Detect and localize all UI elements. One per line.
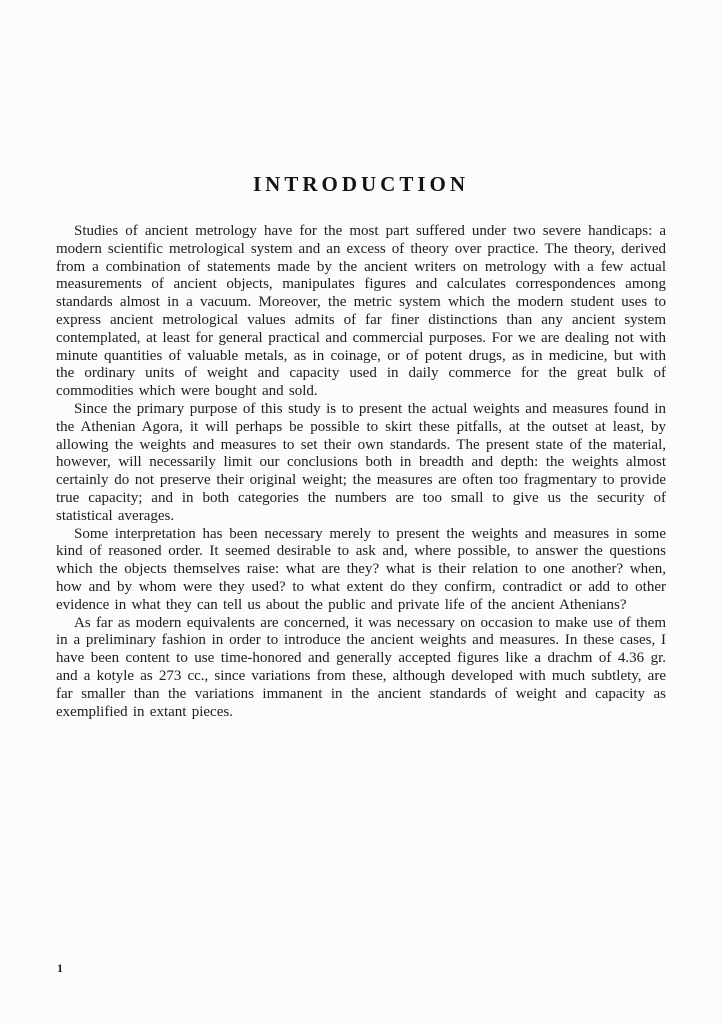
page-title: INTRODUCTION	[252, 172, 470, 196]
paragraph-2: Since the primary purpose of this study is to present the actual weights and measures found in the Athenian Agora, it will perhaps be possible to skirt these pitfalls, at the outset at least, by allowing the weights and measures to set their own standards. The present state of the material, however, will necessarily limit our conclusions both in breadth and depth: the weights almost certainly do not preserve their original weight; the measures are often too fragmentary to provide true capacity; and in both categories the numbers are too small to give us the security of statistical averages.	[56, 400, 666, 524]
paragraph-1: Studies of ancient metrology have for the most part suffered under two severe handicaps: a modern scientific metrological system and an excess of theory over practice. The theory, derived from a combination of statements made by the ancient writers on metrology with a few actual measurements of ancient objects, manipulates figures and calculates correspondences among standards almost in a vacuum. Moreover, the metric system which the modern student uses to express ancient metrological values admits of far finer distinctions than any ancient system contemplated, at least for general practical and commercial purposes. For we are dealing not with minute quantities of valuable metals, as in coinage, or of potent drugs, as in medicine, but with the ordinary units of weight and capacity used in daily commerce for the great bulk of commodities which were bought and sold.	[56, 223, 666, 400]
paragraph-4: As far as modern equivalents are concerned, it was necessary on occasion to make use of them in a preliminary fashion in order to introduce the ancient weights and measures. In these cases, I have been content to use time-honored and generally accepted figures like a drachm of 4.36 gr. and a kotyle as 273 cc., since variations from these, although developed with much subtlety, are far smaller than the variations immanent in the ancient standards of weight and capacity as exemplified in extant pieces.	[56, 614, 666, 720]
paragraph-3: Some interpretation has been necessary merely to present the weights and measures in some kind of reasoned order. It seemed desirable to ask and, where possible, to answer the questions which the objects themselves raise: what are they? what is their relation to one another? when, how and by whom were they used? to what extent do they confirm, contradict or add to other evidence in what they can tell us about the public and private life of the ancient Athenians?	[56, 525, 666, 613]
page-number: 1	[57, 961, 63, 975]
body-text	[56, 223, 666, 721]
page-content	[56, 0, 666, 721]
